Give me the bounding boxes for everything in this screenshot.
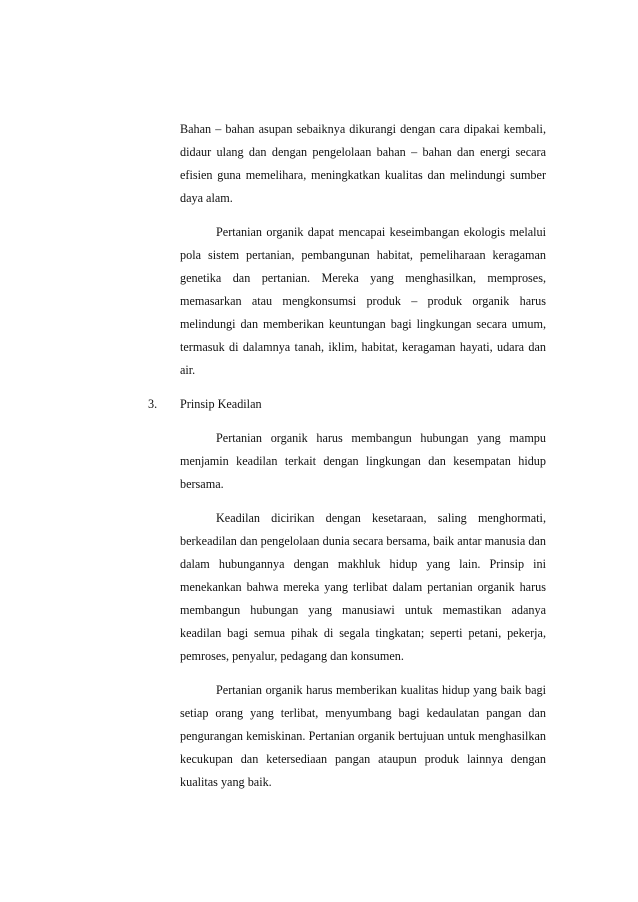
section-title: Prinsip Keadilan (180, 397, 262, 411)
paragraph-kualitas-hidup: Pertanian organik harus memberikan kualitas hidup yang baik bagi setiap orang yang terlibat, menyumbang bagi kedaulatan pangan dan pengurangan kemiskinan. Pertanian organik bertujuan untuk menghasilkan kecukupan dan ketersediaan pangan ataupun produk lainnya dengan kualitas yang baik. (180, 683, 546, 789)
paragraph-keseimbangan-ekologis: Pertanian organik dapat mencapai keseimbangan ekologis melalui pola sistem pertanian, pembangunan habitat, pemeliharaan keragaman genetika dan pertanian. Mereka yang menghasilkan, memproses, memasarkan atau mengkonsumsi produk – produk organik harus melindungi dan memberikan keuntungan bagi lingkungan secara umum, termasuk di dalamnya tanah, iklim, habitat, keragaman hayati, udara dan air. (180, 225, 546, 377)
paragraph-bahan-asupan: Bahan – bahan asupan sebaiknya dikurangi dengan cara dipakai kembali, didaur ulang dan dengan pengelolaan bahan – bahan dan energi secara efisien guna memelihara, meningkatkan kualitas dan melindungi sumber daya alam. (180, 122, 546, 205)
body-text (148, 118, 546, 805)
section-number: 3. (148, 397, 158, 411)
paragraph-kesetaraan: Keadilan dicirikan dengan kesetaraan, saling menghormati, berkeadilan dan pengelolaan dunia secara bersama, baik antar manusia dan dalam hubungannya dengan makhluk hidup yang lain. Prinsip ini menekankan bahwa mereka yang terlibat dalam pertanian organik harus membangun hubungan yang manusiawi untuk memastikan adanya keadilan bagi semua pihak di segala tingkatan; seperti petani, pekerja, pemroses, penyalur, pedagang dan konsumen. (180, 511, 546, 663)
section-heading (148, 393, 546, 416)
paragraph-hubungan-keadilan: Pertanian organik harus membangun hubungan yang mampu menjamin keadilan terkait dengan lingkungan dan kesempatan hidup bersama. (180, 431, 546, 491)
